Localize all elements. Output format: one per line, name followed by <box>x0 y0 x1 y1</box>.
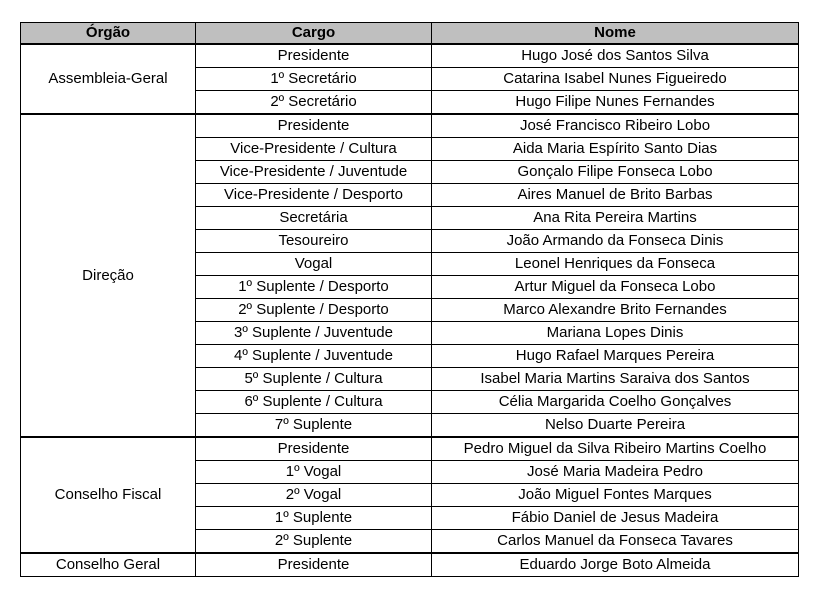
nome-cell: José Maria Madeira Pedro <box>432 461 799 484</box>
nome-cell: João Armando da Fonseca Dinis <box>432 230 799 253</box>
header-orgao: Órgão <box>21 23 196 45</box>
cargo-cell: Vice-Presidente / Desporto <box>196 184 432 207</box>
header-row <box>21 23 799 45</box>
cargo-cell: 7º Suplente <box>196 414 432 438</box>
cargo-cell: Presidente <box>196 553 432 577</box>
header-cargo: Cargo <box>196 23 432 45</box>
nome-cell: Hugo Filipe Nunes Fernandes <box>432 91 799 115</box>
roster-body <box>21 44 799 577</box>
cargo-cell: 2º Suplente <box>196 530 432 554</box>
nome-cell: Isabel Maria Martins Saraiva dos Santos <box>432 368 799 391</box>
cargo-cell: Vogal <box>196 253 432 276</box>
nome-cell: Fábio Daniel de Jesus Madeira <box>432 507 799 530</box>
table-row <box>21 437 799 461</box>
nome-cell: Marco Alexandre Brito Fernandes <box>432 299 799 322</box>
cargo-cell: 1º Suplente / Desporto <box>196 276 432 299</box>
nome-cell: João Miguel Fontes Marques <box>432 484 799 507</box>
nome-cell: Hugo José dos Santos Silva <box>432 44 799 68</box>
cargo-cell: Presidente <box>196 44 432 68</box>
nome-cell: Célia Margarida Coelho Gonçalves <box>432 391 799 414</box>
cargo-cell: 3º Suplente / Juventude <box>196 322 432 345</box>
nome-cell: Artur Miguel da Fonseca Lobo <box>432 276 799 299</box>
nome-cell: Catarina Isabel Nunes Figueiredo <box>432 68 799 91</box>
cargo-cell: 4º Suplente / Juventude <box>196 345 432 368</box>
cargo-cell: 2º Vogal <box>196 484 432 507</box>
nome-cell: José Francisco Ribeiro Lobo <box>432 114 799 138</box>
nome-cell: Nelso Duarte Pereira <box>432 414 799 438</box>
cargo-cell: Vice-Presidente / Juventude <box>196 161 432 184</box>
nome-cell: Eduardo Jorge Boto Almeida <box>432 553 799 577</box>
nome-cell: Leonel Henriques da Fonseca <box>432 253 799 276</box>
nome-cell: Aires Manuel de Brito Barbas <box>432 184 799 207</box>
cargo-cell: Presidente <box>196 437 432 461</box>
cargo-cell: 6º Suplente / Cultura <box>196 391 432 414</box>
nome-cell: Pedro Miguel da Silva Ribeiro Martins Coelho <box>432 437 799 461</box>
cargo-cell: Secretária <box>196 207 432 230</box>
table-row <box>21 44 799 68</box>
orgao-cell: Conselho Geral <box>21 553 196 577</box>
cargo-cell: 1º Suplente <box>196 507 432 530</box>
cargo-cell: Vice-Presidente / Cultura <box>196 138 432 161</box>
table-row <box>21 553 799 577</box>
cargo-cell: 2º Suplente / Desporto <box>196 299 432 322</box>
nome-cell: Hugo Rafael Marques Pereira <box>432 345 799 368</box>
cargo-cell: 1º Secretário <box>196 68 432 91</box>
cargo-cell: 1º Vogal <box>196 461 432 484</box>
cargo-cell: 2º Secretário <box>196 91 432 115</box>
table-row <box>21 114 799 138</box>
nome-cell: Mariana Lopes Dinis <box>432 322 799 345</box>
nome-cell: Gonçalo Filipe Fonseca Lobo <box>432 161 799 184</box>
orgao-cell: Conselho Fiscal <box>21 437 196 553</box>
roster-table <box>20 22 799 577</box>
nome-cell: Carlos Manuel da Fonseca Tavares <box>432 530 799 554</box>
cargo-cell: Tesoureiro <box>196 230 432 253</box>
cargo-cell: 5º Suplente / Cultura <box>196 368 432 391</box>
cargo-cell: Presidente <box>196 114 432 138</box>
header-nome: Nome <box>432 23 799 45</box>
nome-cell: Ana Rita Pereira Martins <box>432 207 799 230</box>
nome-cell: Aida Maria Espírito Santo Dias <box>432 138 799 161</box>
orgao-cell: Assembleia-Geral <box>21 44 196 114</box>
orgao-cell: Direção <box>21 114 196 437</box>
